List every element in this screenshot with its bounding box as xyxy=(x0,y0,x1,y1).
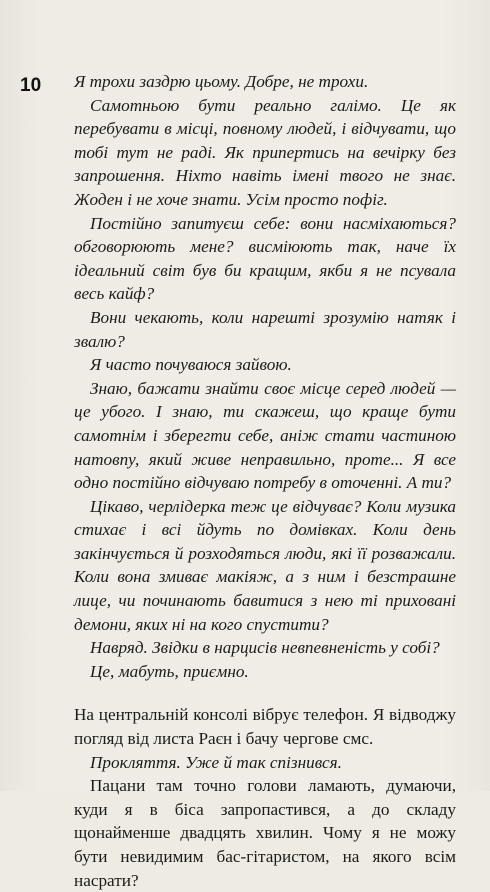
letter-paragraph: Самотньою бути реально галімо. Це як перебувати в місці, повному людей, і відчувати, що тобі тут не раді. Як припертись на вечірку без запрошення. Ніхто навіть імені твого не знає. Жоден і не хоче знати. Усім просто пофіг. xyxy=(74,95,456,209)
page-text xyxy=(74,70,456,892)
letter-paragraph: Я часто почуваюся зайвою. xyxy=(90,355,292,375)
narrative-paragraph: Прокляття. Уже й так спізнився. xyxy=(90,752,342,772)
section-spacer xyxy=(74,683,456,703)
page-number: 10 xyxy=(20,75,42,96)
narrative-paragraph: Пацани там точно голови ламають, думаючи, куди я в біса запропастився, а до складу щонайменше двадцять хвилин. Чому я не можу бути невидимим бас-гітаристом, на якого всім насрати? xyxy=(74,776,456,890)
narrative-paragraph: На центральній консолі вібрує телефон. Я відводжу погляд від листа Раєн і бачу чергове смс. xyxy=(74,705,456,749)
letter-paragraph: Цікаво, черлідерка теж це відчуває? Коли музика стихає і всі йдуть по домівках. Коли день закінчується й розходяться люди, які її розважали. Коли вона змиває макіяж, а з ним і безстрашне лице, чи починають бавитися з нею ті приховані демони, яких ні на кого спустити? xyxy=(74,496,456,634)
letter-section xyxy=(74,70,456,683)
letter-paragraph: Навряд. Звідки в нарцисів невпевненість у собі? xyxy=(90,638,440,658)
letter-paragraph: Це, мабуть, приємно. xyxy=(90,661,249,681)
letter-paragraph: Я трохи заздрю цьому. Добре, не трохи. xyxy=(74,72,369,91)
narrative-section xyxy=(74,703,456,892)
letter-paragraph: Постійно запитуєш себе: вони насміхаються? обговорюють мене? висміюють так, наче їх ідеальний світ був би кращим, якби я не псувала весь кайф? xyxy=(74,213,456,304)
letter-paragraph: Вони чекають, коли нарешті зрозумію натяк і звалю? xyxy=(74,307,456,351)
letter-paragraph: Знаю, бажати знайти своє місце серед людей — це убого. І знаю, ти скажеш, що краще бути самотнім і зберегти себе, аніж стати частиною натовпу, який живе неправильно, проте... Я все одно постійно відчуваю потребу в оточенні. А ти? xyxy=(74,378,456,493)
